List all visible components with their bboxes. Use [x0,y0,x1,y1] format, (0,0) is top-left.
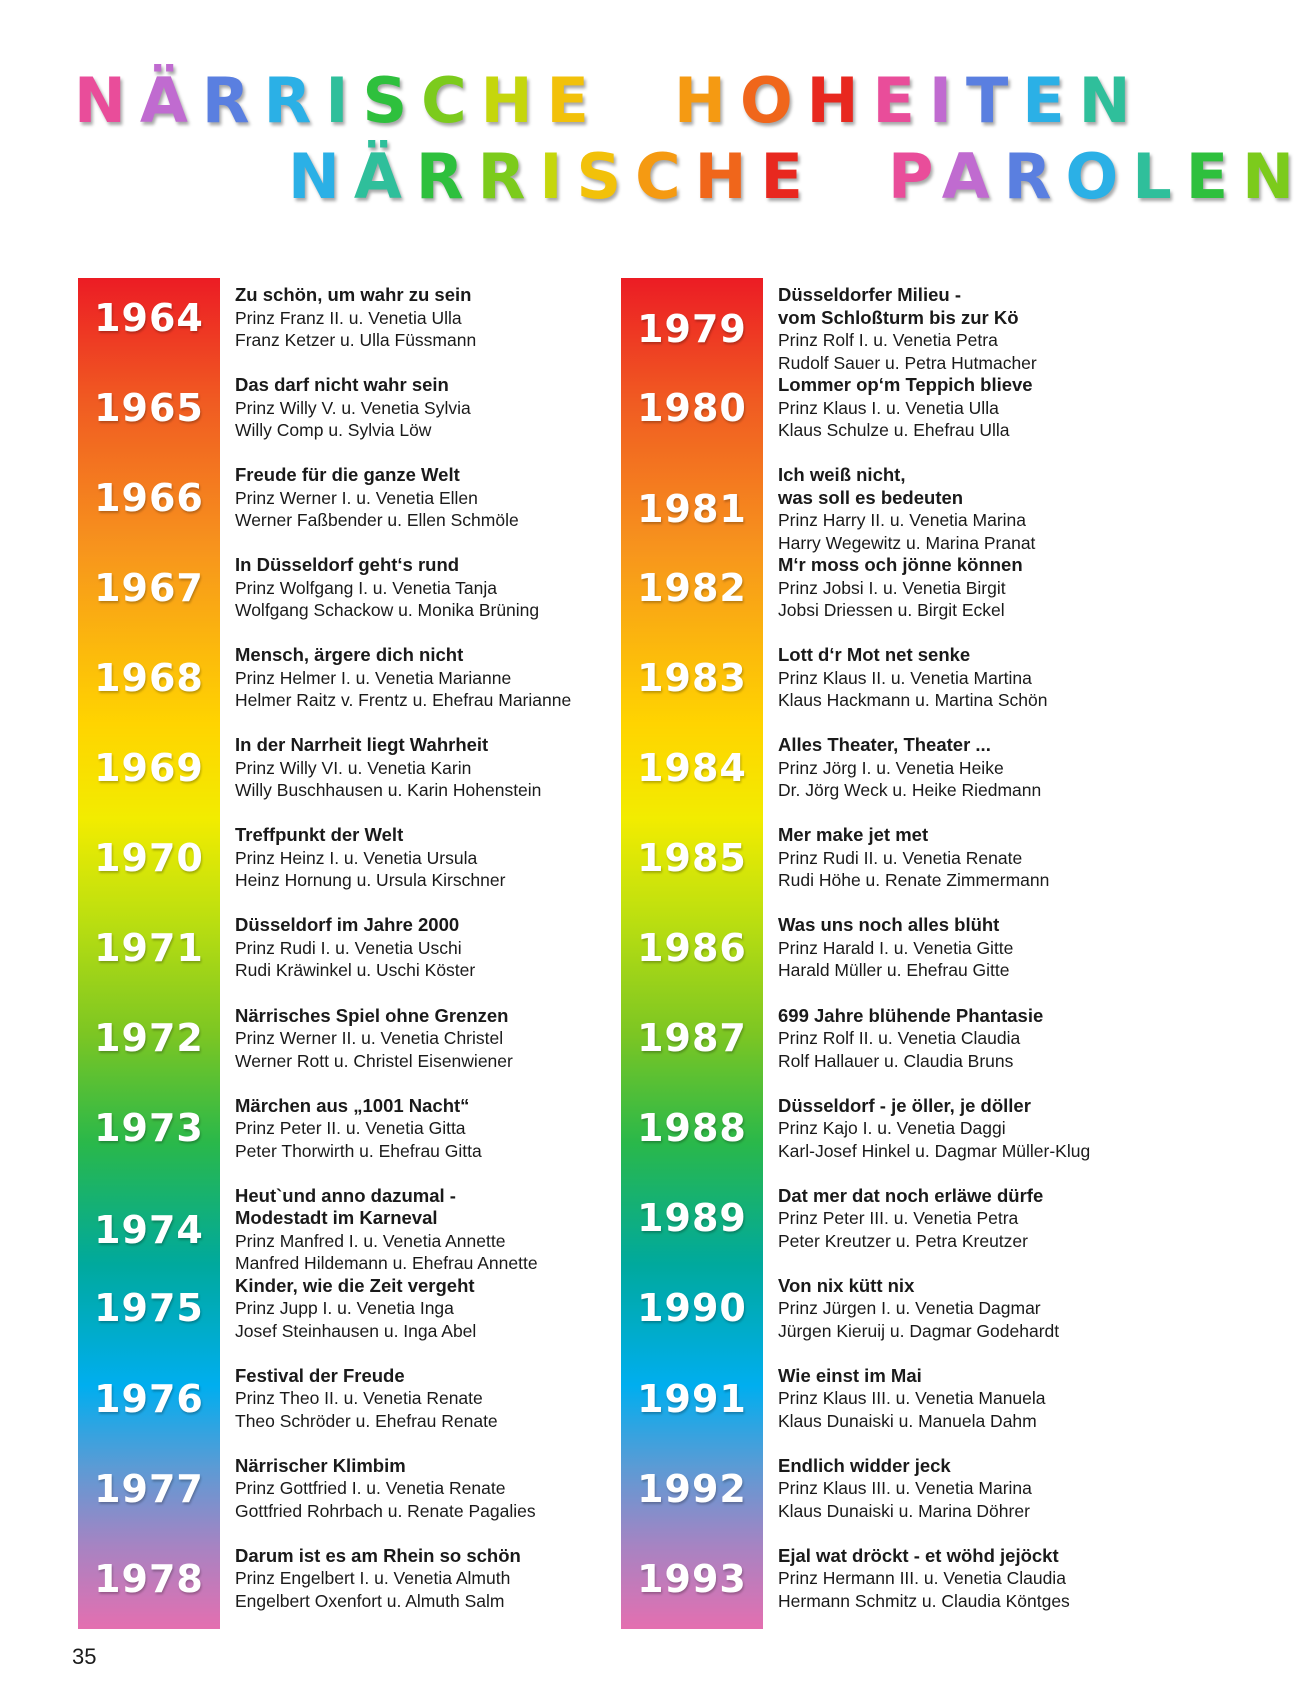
civil-names: Rolf Hallauer u. Claudia Bruns [778,1050,1014,1071]
prince-venetia: Prinz Peter II. u. Venetia Gitta [235,1118,466,1139]
year-label: 1978 [94,1556,204,1601]
motto: 699 Jahre blühende Phantasie [778,1004,1044,1026]
civil-names: Theo Schröder u. Ehefrau Renate [235,1410,498,1431]
year-entry [78,368,598,458]
civil-names: Manfred Hildemann u. Ehefrau Annette [235,1253,538,1274]
year-entry [78,728,598,818]
prince-venetia: Prinz Theo II. u. Venetia Renate [235,1388,483,1409]
year-label: 1986 [637,926,747,971]
motto: Heut`und anno dazumal - Modestadt im Karneval [235,1184,456,1229]
entry-text [235,1275,615,1343]
entry-text [235,824,615,892]
year-label: 1974 [94,1207,204,1252]
year-label: 1979 [637,307,747,351]
year-entry [78,908,598,998]
entry-text [778,824,1158,892]
year-label: 1966 [94,475,204,520]
year-label: 1983 [637,656,747,701]
entry-text [235,734,615,802]
title-line-2 [288,140,1308,213]
year-entry [621,278,1141,373]
civil-names: Jürgen Kieruij u. Dagmar Godehardt [778,1320,1060,1341]
prince-venetia: Prinz Engelbert I. u. Venetia Almuth [235,1568,511,1589]
motto: Kinder, wie die Zeit vergeht [235,1274,475,1296]
civil-names: Harald Müller u. Ehefrau Gitte [778,960,1010,981]
entry-text [235,914,615,982]
year-label: 1976 [94,1376,204,1421]
civil-names: Jobsi Driessen u. Birgit Eckel [778,600,1005,621]
entry-text [778,914,1158,982]
prince-venetia: Prinz Gottfried I. u. Venetia Renate [235,1478,506,1499]
year-label: 1991 [637,1376,747,1421]
entry-text [235,644,615,712]
entry-text [778,1095,1158,1163]
motto: Endlich widder jeck [778,1454,951,1476]
motto: Alles Theater, Theater ... [778,734,991,756]
entry-text [778,464,1158,554]
year-entry [78,548,598,638]
motto: In der Narrheit liegt Wahrheit [235,734,489,756]
year-entry [78,1179,598,1274]
prince-venetia: Prinz Rolf I. u. Venetia Petra [778,330,998,350]
year-label: 1980 [637,385,747,430]
civil-names: Franz Ketzer u. Ulla Füssmann [235,330,477,350]
year-entry [621,1089,1141,1179]
prince-venetia: Prinz Rudi II. u. Venetia Renate [778,847,1023,868]
year-entry [78,458,598,548]
year-label: 1969 [94,746,204,791]
left-column [78,278,598,1629]
entry-text [778,1365,1158,1433]
prince-venetia: Prinz Hermann III. u. Venetia Claudia [778,1568,1066,1589]
civil-names: Werner Rott u. Christel Eisenwiener [235,1050,513,1071]
civil-names: Klaus Schulze u. Ehefrau Ulla [778,420,1010,441]
entry-text [235,1455,615,1523]
year-label: 1989 [637,1196,747,1241]
prince-venetia: Prinz Franz II. u. Venetia Ulla [235,307,462,328]
motto: Mer make jet met [778,824,929,846]
title-line-1 [74,64,1145,137]
year-label: 1971 [94,926,204,971]
civil-names: Klaus Hackmann u. Martina Schön [778,690,1048,711]
civil-names: Peter Thorwirth u. Ehefrau Gitta [235,1140,482,1161]
year-label: 1990 [637,1286,747,1331]
title-word: PAROLEN [888,140,1308,213]
motto: Darum ist es am Rhein so schön [235,1544,521,1566]
year-label: 1982 [637,565,747,610]
motto: Mensch, ärgere dich nicht [235,644,464,666]
motto: Närrischer Klimbim [235,1454,406,1476]
year-label: 1992 [637,1466,747,1511]
title-word: HOHEITEN [674,64,1145,137]
title-word: NÄRRISCHE [74,64,603,137]
civil-names: Rudolf Sauer u. Petra Hutmacher [778,352,1037,373]
entry-text [235,374,615,442]
motto: Lott d‘r Mot net senke [778,644,971,666]
prince-venetia: Prinz Wolfgang I. u. Venetia Tanja [235,577,498,598]
civil-names: Heinz Hornung u. Ursula Kirschner [235,870,506,891]
year-entry [621,908,1141,998]
prince-venetia: Prinz Jürgen I. u. Venetia Dagmar [778,1298,1041,1319]
year-label: 1970 [94,836,204,881]
year-label: 1977 [94,1466,204,1511]
civil-names: Harry Wegewitz u. Marina Pranat [778,532,1036,553]
civil-names: Rudi Höhe u. Renate Zimmermann [778,870,1050,891]
year-entry [78,1089,598,1179]
motto: Von nix kütt nix [778,1274,915,1296]
year-label: 1984 [637,746,747,791]
year-entry [78,1539,598,1629]
year-label: 1964 [94,295,204,340]
prince-venetia: Prinz Peter III. u. Venetia Petra [778,1208,1019,1229]
motto: Närrisches Spiel ohne Grenzen [235,1004,509,1026]
year-label: 1981 [637,487,747,532]
prince-venetia: Prinz Werner I. u. Venetia Ellen [235,487,478,508]
motto: Ejal wat dröckt - et wöhd jejöckt [778,1544,1059,1566]
year-label: 1968 [94,656,204,701]
civil-names: Gottfried Rohrbach u. Renate Pagalies [235,1500,536,1521]
year-entry [621,548,1141,638]
motto: Dat mer dat noch erläwe dürfe [778,1184,1044,1206]
civil-names: Willy Comp u. Sylvia Löw [235,420,432,441]
motto: Freude für die ganze Welt [235,464,460,486]
entry-text [778,1455,1158,1523]
civil-names: Willy Buschhausen u. Karin Hohenstein [235,780,542,801]
civil-names: Klaus Dunaiski u. Manuela Dahm [778,1410,1037,1431]
year-entry [621,1539,1141,1629]
entry-text [778,374,1158,442]
motto: Düsseldorfer Milieu - vom Schloßturm bis zur Kö [778,284,1019,328]
entry-text [235,1005,615,1073]
entry-text [778,1005,1158,1073]
prince-venetia: Prinz Rolf II. u. Venetia Claudia [778,1028,1021,1049]
motto: Düsseldorf - je öller, je döller [778,1094,1031,1116]
year-entry [621,728,1141,818]
motto: Wie einst im Mai [778,1364,922,1386]
prince-venetia: Prinz Jobsi I. u. Venetia Birgit [778,577,1006,598]
year-entry [621,1359,1141,1449]
motto: Festival der Freude [235,1364,405,1386]
motto: Zu schön, um wahr zu sein [235,284,472,305]
civil-names: Hermann Schmitz u. Claudia Köntges [778,1590,1070,1611]
entry-text [235,1365,615,1433]
prince-venetia: Prinz Harald I. u. Venetia Gitte [778,937,1014,958]
prince-venetia: Prinz Klaus III. u. Venetia Manuela [778,1388,1046,1409]
prince-venetia: Prinz Werner II. u. Venetia Christel [235,1028,504,1049]
year-label: 1988 [637,1106,747,1151]
prince-venetia: Prinz Kajo I. u. Venetia Daggi [778,1118,1006,1139]
civil-names: Josef Steinhausen u. Inga Abel [235,1320,477,1341]
civil-names: Wolfgang Schackow u. Monika Brüning [235,600,540,621]
year-entry [78,278,598,368]
motto: Düsseldorf im Jahre 2000 [235,914,460,936]
year-label: 1987 [637,1016,747,1061]
year-label: 1972 [94,1016,204,1061]
year-entry [621,818,1141,908]
entry-text [235,464,615,532]
year-label: 1993 [637,1556,747,1601]
entry-text [778,284,1158,374]
entry-text [778,734,1158,802]
entry-text [778,1545,1158,1613]
entry-text [778,1185,1158,1253]
entry-text [235,1095,615,1163]
civil-names: Klaus Dunaiski u. Marina Döhrer [778,1500,1030,1521]
civil-names: Karl-Josef Hinkel u. Dagmar Müller-Klug [778,1140,1091,1161]
year-entry [78,999,598,1089]
prince-venetia: Prinz Rudi I. u. Venetia Uschi [235,937,462,958]
prince-venetia: Prinz Willy V. u. Venetia Sylvia [235,397,471,418]
year-entry [78,1359,598,1449]
right-column [621,278,1141,1629]
year-entry [78,1269,598,1359]
prince-venetia: Prinz Helmer I. u. Venetia Marianne [235,667,512,688]
prince-venetia: Prinz Jupp I. u. Venetia Inga [235,1298,454,1319]
page-number: 35 [72,1644,97,1669]
entry-text [235,284,615,352]
year-entry [78,638,598,728]
motto: Was uns noch alles blüht [778,914,1000,936]
civil-names: Engelbert Oxenfort u. Almuth Salm [235,1590,505,1611]
year-entry [621,1449,1141,1539]
motto: Ich weiß nicht, was soll es bedeuten [778,464,964,508]
motto: Treffpunkt der Welt [235,824,404,846]
title-word: NÄRRISCHE [288,140,817,213]
year-entry [621,1269,1141,1359]
prince-venetia: Prinz Manfred I. u. Venetia Annette [235,1230,506,1251]
year-entry [621,458,1141,553]
civil-names: Helmer Raitz v. Frentz u. Ehefrau Marianne [235,690,572,711]
year-label: 1973 [94,1106,204,1151]
entry-text [778,1275,1158,1343]
motto: In Düsseldorf geht‘s rund [235,554,460,576]
year-entry [621,368,1141,458]
motto: Das darf nicht wahr sein [235,374,449,396]
prince-venetia: Prinz Klaus III. u. Venetia Marina [778,1478,1032,1499]
motto: Lommer op‘m Teppich blieve [778,374,1033,396]
year-label: 1975 [94,1286,204,1331]
year-label: 1965 [94,385,204,430]
prince-venetia: Prinz Willy VI. u. Venetia Karin [235,757,472,778]
year-label: 1985 [637,836,747,881]
civil-names: Werner Faßbender u. Ellen Schmöle [235,510,519,531]
entry-text [778,554,1158,622]
prince-venetia: Prinz Klaus I. u. Venetia Ulla [778,397,999,418]
year-entry [621,638,1141,728]
entry-text [235,1185,615,1275]
entry-text [778,644,1158,712]
motto: Märchen aus „1001 Nacht“ [235,1094,470,1116]
year-entry [621,1179,1141,1269]
entry-text [235,1545,615,1613]
prince-venetia: Prinz Heinz I. u. Venetia Ursula [235,847,478,868]
year-label: 1967 [94,565,204,610]
motto: M‘r moss och jönne können [778,554,1023,576]
year-entry [78,1449,598,1539]
year-entry [621,999,1141,1089]
prince-venetia: Prinz Harry II. u. Venetia Marina [778,510,1027,531]
civil-names: Rudi Kräwinkel u. Uschi Köster [235,960,476,981]
prince-venetia: Prinz Klaus II. u. Venetia Martina [778,667,1032,688]
civil-names: Dr. Jörg Weck u. Heike Riedmann [778,780,1042,801]
year-entry [78,818,598,908]
prince-venetia: Prinz Jörg I. u. Venetia Heike [778,757,1004,778]
civil-names: Peter Kreutzer u. Petra Kreutzer [778,1230,1028,1251]
entry-text [235,554,615,622]
